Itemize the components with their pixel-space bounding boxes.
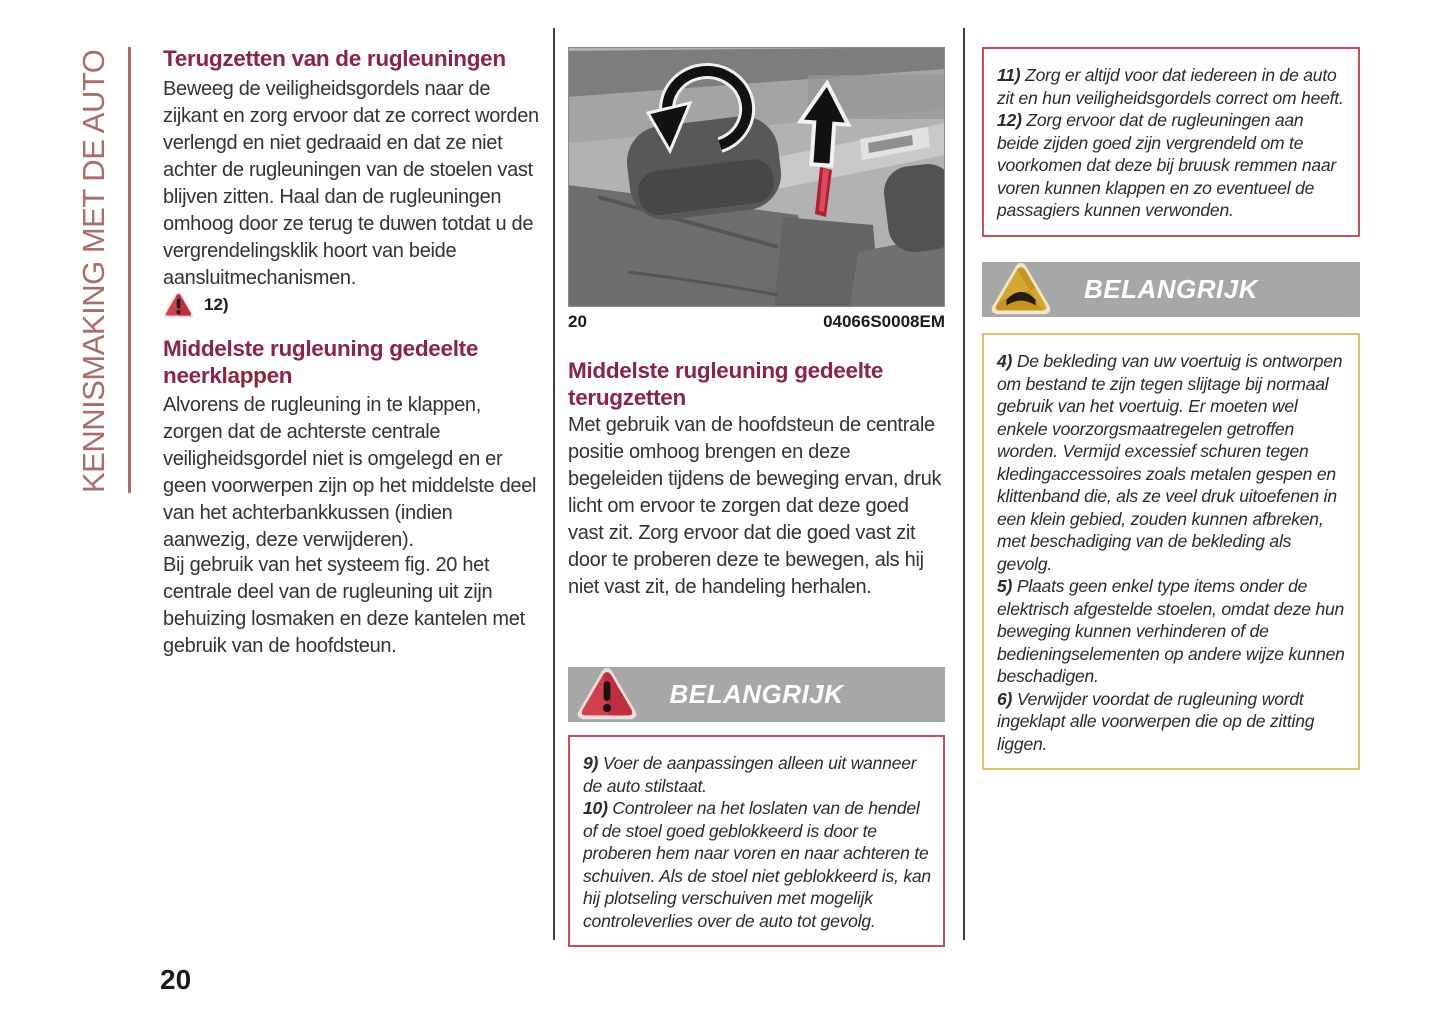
- important-banner: [568, 667, 945, 722]
- seat-caution-icon: [990, 259, 1052, 319]
- note-number: 4): [997, 351, 1013, 371]
- note-text: Verwijder voordat de rugleuning wordt ingeklapt alle voorwerpen die op de zitting liggen.: [997, 688, 1315, 754]
- note-text: Zorg er altijd voor dat iedereen in de auto zit en hun veiligheidsgordels correct om heeft.: [997, 65, 1344, 108]
- warning-triangle-icon: [163, 291, 194, 319]
- note-number: 9): [583, 753, 599, 773]
- column-divider: [963, 28, 965, 940]
- warning-reference-number: 12): [204, 295, 229, 314]
- figure-rear-seats: [568, 47, 945, 307]
- note-text: Controleer na het loslaten van de hendel of de stoel goed geblokkeerd is door te proberen hem naar voren en naar achteren te schuiven. Als de stoel niet geblokkeerd is, kan hij plotseling verschuiven met mogelijk controleverlies over de auto tot gevolg.: [583, 798, 931, 931]
- note-item: [997, 575, 1347, 688]
- warning-reference-row: [163, 291, 541, 319]
- important-banner-label: BELANGRIJK: [669, 679, 844, 709]
- section-title: Terugzetten van de rugleuningen: [163, 46, 506, 71]
- section-paragraph: Bij gebruik van het systeem fig. 20 het centrale deel van de rugleuning uit zijn behuizing losmaken en deze kantelen met gebruik van de hoofdsteun.: [163, 554, 525, 657]
- section-title: Middelste rugleuning gedeelte neerklappen: [163, 336, 479, 388]
- note-item: [997, 109, 1347, 222]
- note-number: 11): [997, 65, 1021, 85]
- rear-seats-illustration: [568, 47, 945, 307]
- chapter-vertical-title: KENNISMAKING MET DE AUTO: [76, 49, 111, 493]
- important-banner: [982, 262, 1360, 317]
- note-number: 6): [997, 688, 1013, 709]
- warning-triangle-icon: [576, 664, 638, 724]
- note-text: Voer de aanpassingen alleen uit wanneer de auto stilstaat.: [583, 753, 917, 796]
- note-text: De bekleding van uw voertuig is ontworpen om bestand te zijn tegen slijtage bij normaal gebruik van het voertuig. Er moeten wel enkele voorzorgsmaatregelen getroffen worden. Vermijd excessief schuren tegen kledingaccessoires zoals metalen gespen en klittenband die, als ze veel druk uitoefenen in een klein gebied, zouden kunnen afbreken, met beschadiging van de bekleding als gevolg.: [997, 351, 1343, 574]
- note-text: Zorg ervoor dat de rugleuningen aan beide zijden goed zijn vergrendeld om te voorkomen dat deze bij bruusk remmen naar voren kunnen klappen en zo eventueel de passagiers kunnen verwonden.: [997, 110, 1337, 220]
- column-right: [982, 0, 1360, 754]
- figure-code: 04066S0008EM: [823, 312, 945, 331]
- note-item: [583, 797, 932, 932]
- page-number: 20: [160, 964, 192, 995]
- warning-notes-box: [982, 47, 1360, 237]
- note-item: [997, 688, 1347, 756]
- section-body: Beweeg de veiligheidsgordels naar de zijkant en zorg ervoor dat ze correct worden verlengd en niet gedraaid en dat ze niet achter de rugleuningen van de stoelen vast blijven zitten. Haal dan de rugleuningen omhoog door ze terug te duwen totdat u de vergrendelingsklik hoort van beide aansluitmechanismen.: [163, 78, 539, 289]
- note-number: 5): [997, 576, 1013, 596]
- note-text: Plaats geen enkel type items onder de elektrisch afgestelde stoelen, omdat deze hun beweging kunnen verhinderen of de bedieningselementen op andere wijze kunnen beschadigen.: [997, 576, 1345, 686]
- note-item: [997, 64, 1347, 109]
- column-middle: [568, 0, 945, 931]
- section-paragraph: Alvorens de rugleuning in te klappen, zorgen dat de achterste centrale veiligheidsgordel niet is omgelegd en er geen voorwerpen zijn op het middelste deel van het achterbankkussen (indien aanwezig, deze verwijderen).: [163, 394, 537, 551]
- figure-number: 20: [568, 312, 587, 331]
- column-divider: [553, 28, 555, 940]
- figure-caption: [568, 312, 945, 332]
- note-number: 10): [583, 798, 608, 818]
- note-number: 12): [997, 110, 1022, 130]
- section-body: Met gebruik van de hoofdsteun de centrale positie omhoog brengen en deze begeleiden tijdens de beweging ervan, druk licht om ervoor te zorgen dat deze goed vast zit. Zorg ervoor dat die goed vast zit door te proberen deze te bewegen, als hij niet vast zit, de handeling herhalen.: [568, 414, 942, 598]
- section-title: Middelste rugleuning gedeelte terugzetten: [568, 358, 884, 410]
- note-item: [583, 752, 932, 797]
- sidebar-rule: [128, 47, 131, 493]
- note-item: [997, 350, 1347, 575]
- important-banner-label: BELANGRIJK: [1083, 274, 1258, 304]
- caution-notes-box: [982, 333, 1360, 770]
- warning-notes-box: [568, 735, 945, 947]
